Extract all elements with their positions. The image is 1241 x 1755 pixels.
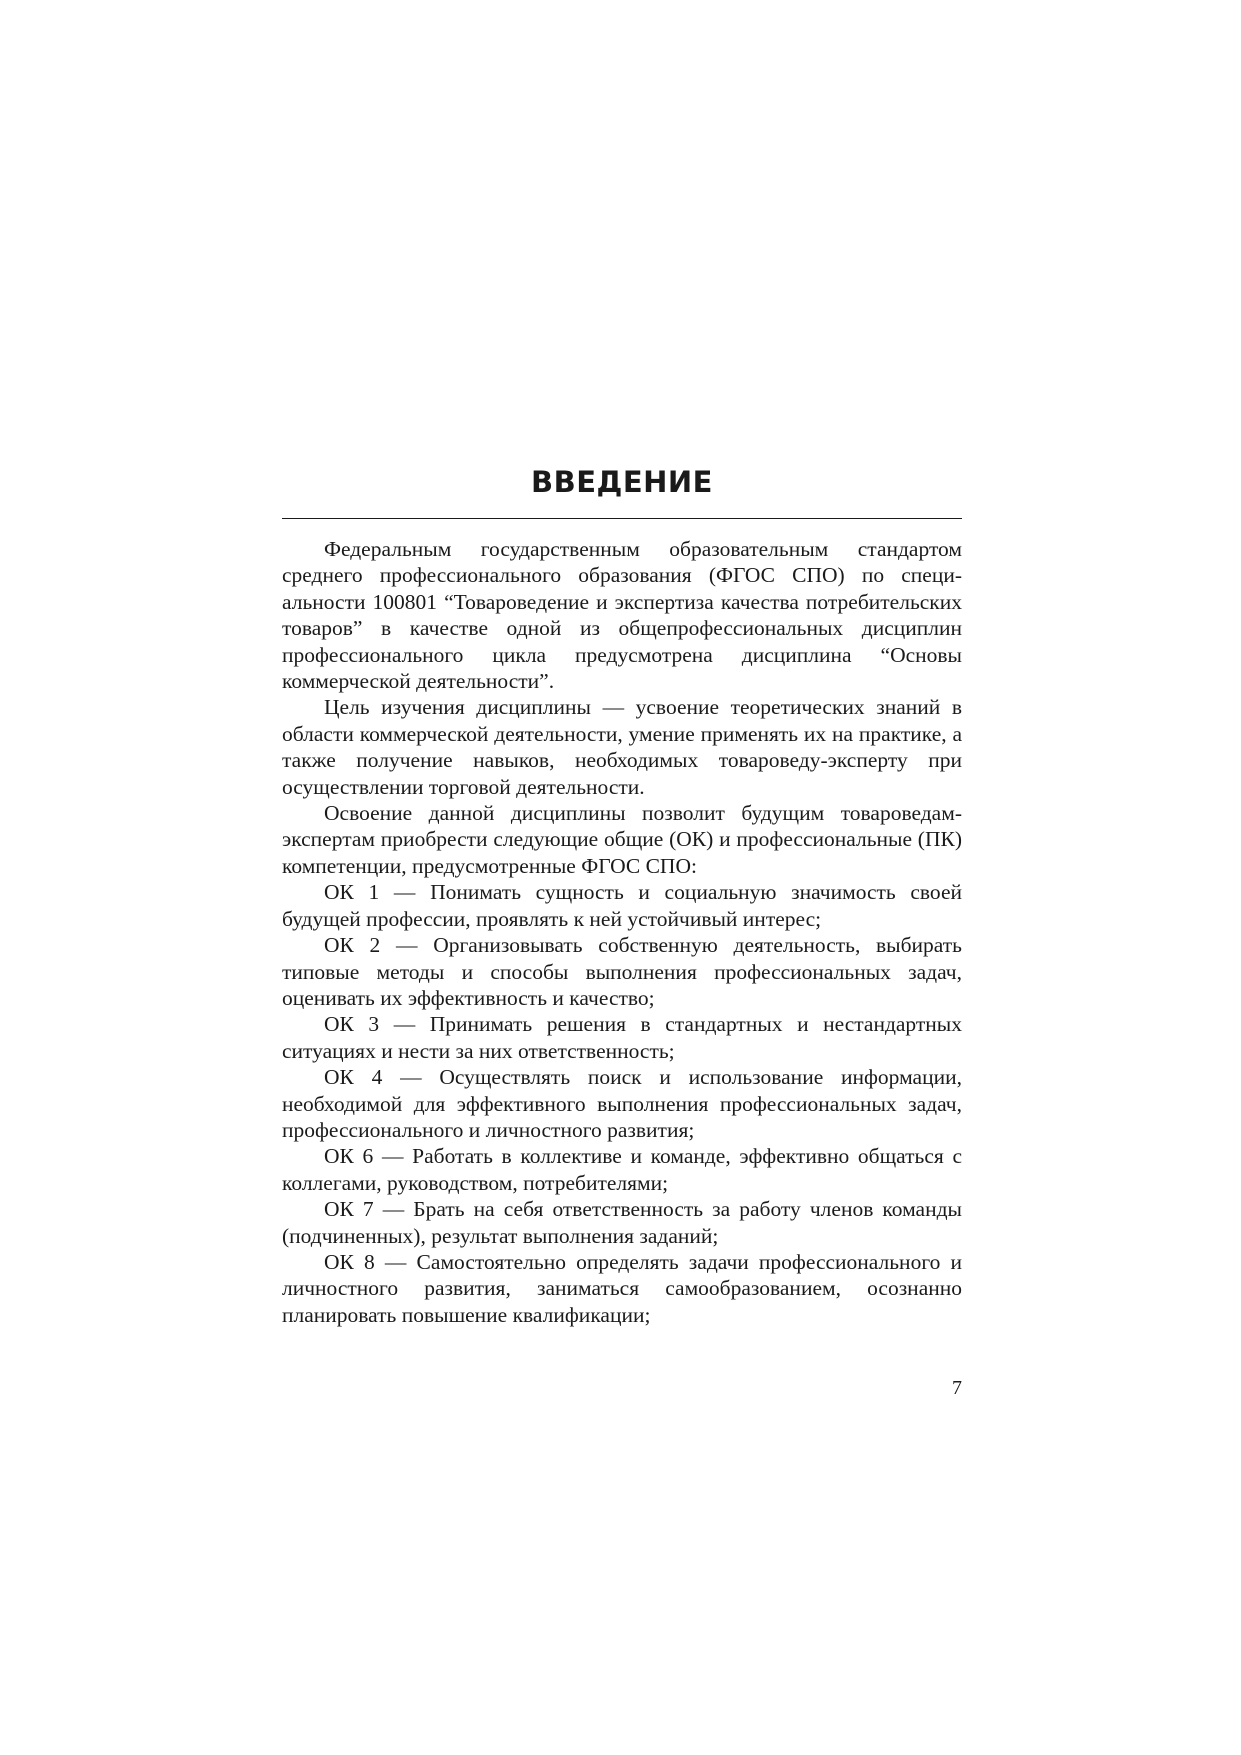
competency-ok-4: ОК 4 — Осуществлять поиск и использование информации, необходимой для эффективного выполнения профессиональных задач, профессионального и личностного развития; bbox=[282, 1065, 962, 1142]
title-underline-rule bbox=[282, 518, 962, 519]
competency-ok-3: ОК 3 — Принимать решения в стандартных и нестандартных ситуациях и нести за них ответственность; bbox=[282, 1012, 962, 1063]
paragraph-intro-standard: Федеральным государственным образовательным стандартом среднего профессионального образования (ФГОС СПО) по специальности 100801 “Товароведение и экспертиза качества потребительских товаров” в качестве одной из общепрофессиональных дисциплин профессионального цикла предусмотрена дисциплина “Основы коммерческой деятельности”. bbox=[282, 537, 962, 694]
body-text bbox=[282, 536, 962, 1328]
competency-ok-7: ОК 7 — Брать на себя ответственность за работу членов команды (подчиненных), результат выполнения заданий; bbox=[282, 1197, 962, 1248]
chapter-title: ВВЕДЕНИЕ bbox=[530, 465, 713, 499]
competency-ok-2: ОК 2 — Организовывать собственную деятельность, выбирать типовые методы и способы выполнения профессиональных задач, оценивать их эффективность и качество; bbox=[282, 933, 962, 1010]
paragraph-discipline-goal: Цель изучения дисциплины — усвоение теоретических знаний в области коммерческой деятельности, умение применять их на практике, а также получение навыков, необходимых товароведу-эксперту при осуществлении торговой деятельности. bbox=[282, 695, 962, 799]
competency-ok-6: ОК 6 — Работать в коллективе и команде, эффективно общаться с коллегами, руководством, потребителями; bbox=[282, 1144, 962, 1195]
text-block bbox=[282, 460, 962, 1328]
paragraph-competencies-intro: Освоение данной дисциплины позволит будущим товароведам-экспертам приобрести следующие общие (ОК) и профессиональные (ПК) компетенции, предусмотренные ФГОС СПО: bbox=[282, 801, 962, 878]
page-number: 7 bbox=[952, 1377, 962, 1399]
competency-ok-1: ОК 1 — Понимать сущность и социальную значимость своей будущей профессии, проявлять к ней устойчивый интерес; bbox=[282, 880, 962, 931]
competency-ok-8: ОК 8 — Самостоятельно определять задачи профессионального и личностного развития, заниматься самообразованием, осознанно планировать повышение квалификации; bbox=[282, 1249, 962, 1327]
